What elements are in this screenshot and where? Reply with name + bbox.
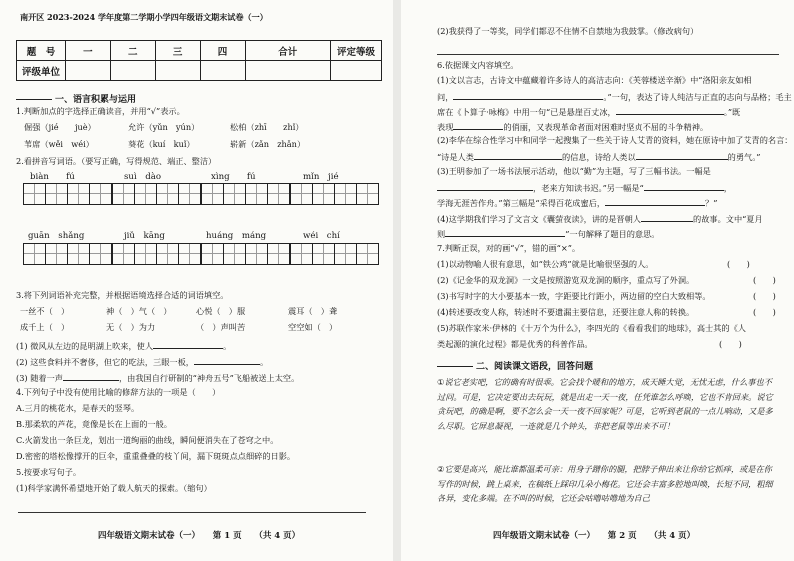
score-input-cell[interactable] [200, 61, 245, 81]
q7-item: (5)苏联作家米·伊林的《十万个为什么》，李四光的《看看我们的地球》，高士其的《人 [437, 323, 746, 333]
q6-text: 则 [437, 229, 446, 239]
q6-text: 表现 [437, 122, 454, 132]
q6-3-line-c [437, 196, 717, 209]
q3-sentence-1: (1) 微风从左边的昆明湖上吹来，使人 。 [16, 341, 232, 351]
q6-text: 问， [437, 92, 454, 102]
q6-text: “诗是人类 [437, 152, 474, 162]
q3-sentence-2: (2) 这些食料并不奢侈，但它的吃法，三眼一板， 。 [16, 357, 269, 367]
pinyin-label: suì dào [124, 172, 162, 182]
q1-option[interactable]: 倔强（jié juè） [24, 122, 96, 132]
reading-paragraph-2: ②它要是高兴，能比谁都温柔可亲：用身子蹭你的腿，把脖子伸出来让你给它抓痒，或是在你写作的时候，跳上桌来，在稿纸上踩印几朵小梅花。它还会丰富多腔地叫唤，长短不同，粗细各异，变化多端。在不叫的时候，它还会咕噜咕噜地为自己 [437, 464, 773, 504]
score-input-cell[interactable] [245, 61, 331, 81]
q6-text: 学海无涯苦作舟。”第三幅是“采得百花成蜜后， [437, 198, 606, 208]
q4-option-b[interactable]: B.那柔软的芦花，竟像是长在上面的一般。 [16, 419, 172, 429]
score-input-cell[interactable] [331, 61, 382, 81]
answer-blank[interactable] [636, 150, 728, 160]
q3-sentence-text: ，由我国自行研制的“神舟五号”飞船被送上太空。 [118, 373, 300, 383]
score-cell: 四 [200, 41, 245, 61]
answer-blank[interactable] [194, 355, 260, 365]
writing-grid[interactable] [290, 183, 379, 205]
score-cell: 评级单位 [17, 61, 66, 81]
question-3: 3.将下列词语补充完整，并根据语境选择合适的词语填空。 [16, 290, 229, 300]
q1-option[interactable]: 松柏（zhī zhǐ） [230, 122, 304, 132]
score-cell: 三 [155, 41, 200, 61]
section-1-heading [16, 92, 136, 105]
q6-text: ， [723, 183, 732, 193]
score-table-grade-row [17, 61, 382, 81]
q3-sentence-3 [16, 371, 299, 384]
q5-1: (1)科学家满怀希望地开始了载人航天的探索。（缩句） [16, 483, 212, 493]
q4-option-a[interactable]: A.三月的桃花水，是春天的竖琴。 [16, 403, 140, 413]
answer-blank[interactable] [445, 227, 565, 237]
q7-answer-paren[interactable]: ( ) [753, 291, 776, 301]
writing-grid[interactable] [201, 183, 290, 205]
q4-option-c[interactable]: C.火箭发出一条巨龙，划出一道绚丽的曲线，瞬间便消失在了苍穹之中。 [16, 435, 279, 445]
q3-idiom[interactable]: 一丝不（ ） [20, 306, 70, 316]
q6-text: 。”既 [723, 107, 741, 117]
question-1: 1.判断加点的字选择正确读音，并用“√”表示。 [16, 106, 185, 116]
q3-sentence-text: (3) 随着一声 [16, 373, 63, 383]
section-2-title: 二、阅读课文语段，回答问题 [476, 362, 594, 372]
exam-page-1 [0, 0, 393, 561]
pinyin-label: xìng fú [211, 172, 256, 182]
q7-answer-paren[interactable]: ( ) [753, 307, 776, 317]
q7-item: (2)《记金华的双龙洞》一文是按照游览双龙洞的顺序，重点写了外洞。 [437, 275, 695, 285]
q6-text: (4)这学期我们学习了文言文《囊萤夜读》，讲的是晋朝人 [437, 214, 641, 224]
score-input-cell[interactable] [155, 61, 200, 81]
pinyin-label: jiǔ kāng [124, 231, 165, 241]
pinyin-label: mǐn jié [303, 172, 339, 182]
q5-2: (2)我获得了一等奖，同学们都忍不住情不自禁地为我鼓掌。（修改病句） [437, 26, 699, 36]
score-cell: 评定等级 [331, 41, 382, 61]
pinyin-label: guān shǎng [28, 231, 85, 241]
q6-2-line-a: (2)李华在综合性学习中和同学一起搜集了一些关于诗人艾青的资料，她在原诗中加了艾青的名言： [437, 135, 793, 145]
answer-blank[interactable] [605, 196, 705, 206]
writing-grid[interactable] [23, 183, 112, 205]
q1-option[interactable]: 崭新（zǎn zhǎn） [230, 139, 306, 149]
q6-2-line-b [437, 150, 760, 163]
page-2-footer: 四年级语文期末试卷（一） 第 2 页 （共 4 页） [493, 531, 696, 541]
question-4: 4.下列句子中没有使用比喻的修辞方法的一项是（ ） [16, 387, 221, 397]
q6-text: 的俏丽，又表现革命者面对困难时坚贞不屈的斗争精神。 [503, 122, 709, 132]
writing-grid[interactable] [112, 243, 201, 265]
q6-1-line-b [437, 90, 792, 103]
answer-blank[interactable] [644, 181, 724, 191]
q3-idiom[interactable]: （ ）声叫苦 [196, 322, 246, 332]
q3-idiom[interactable]: 心悦（ ）服 [196, 306, 246, 316]
writing-grid[interactable] [112, 183, 201, 205]
q3-idiom[interactable]: 神（ ）气（ ） [106, 306, 172, 316]
q6-4-line-a [437, 212, 763, 225]
score-cell: 题 号 [17, 41, 66, 61]
q7-item-continuation: 类起源的演化过程》都是优秀的科普作品。 [437, 339, 593, 349]
score-cell: 一 [66, 41, 111, 61]
score-cell: 二 [110, 41, 155, 61]
answer-line[interactable] [18, 512, 366, 513]
q7-answer-paren[interactable]: ( ) [753, 275, 776, 285]
q4-option-d[interactable]: D.密密的塔松像撑开的巨伞，重重叠叠的枝丫间，漏下斑斑点点细碎的日影。 [16, 451, 296, 461]
q7-answer-paren[interactable]: ( ) [727, 259, 750, 269]
q6-3-line-b [437, 181, 732, 194]
pinyin-label: huáng máng [206, 231, 267, 241]
q7-item: (3)书写时字的大小要基本一致，字距要比行距小，两边留的空白大致相等。 [437, 291, 711, 301]
score-table [16, 40, 382, 81]
q3-idiom[interactable]: 震耳（ ）聋 [288, 306, 338, 316]
q1-option[interactable]: 允许（yǔn yún） [128, 122, 200, 132]
question-5: 5.按要求写句子。 [16, 467, 82, 477]
q7-answer-paren[interactable]: ( ) [719, 339, 742, 349]
q1-option[interactable]: 葵花（kuí kuǐ） [128, 139, 195, 149]
q6-4-line-b [437, 227, 659, 240]
writing-grid[interactable] [23, 243, 112, 265]
q3-idiom[interactable]: 成千上（ ） [20, 322, 70, 332]
q3-sentence-text: (1) 微风从左边的昆明湖上吹来，使人 [16, 341, 154, 351]
answer-blank[interactable] [437, 181, 533, 191]
question-7: 7.判断正误，对的画“√”，错的画“×”。 [437, 243, 581, 253]
exam-title: 南开区 2023-2024 学年度第二学期小学四年级语文期末试卷（一） [20, 12, 268, 22]
q6-1-line-d [437, 120, 708, 133]
q6-text: ？” [705, 198, 718, 208]
score-input-cell[interactable] [66, 61, 111, 81]
q3-sentence-text: (2) 这些食料并不奢侈，但它的吃法，三眼一板， [16, 357, 194, 367]
answer-blank[interactable] [616, 105, 724, 115]
answer-line[interactable] [437, 54, 779, 55]
answer-blank[interactable] [474, 150, 562, 160]
question-6: 6.依据课文内容填空。 [437, 60, 519, 70]
q6-text: 的信息，诗给人类以 [561, 152, 636, 162]
answer-blank[interactable] [453, 120, 503, 130]
q7-item: (4)转述要改变人称，转述时不要遗漏主要信息，还要注意人称的转换。 [437, 307, 695, 317]
section-2-heading [437, 359, 593, 372]
page-1-footer: 四年级语文期末试卷（一） 第 1 页 （共 4 页） [98, 531, 301, 541]
q6-text: ，老来方知读书迟。”另一幅是“ [533, 183, 644, 193]
q6-text: ”一句解释了题目的意思。 [565, 229, 660, 239]
pinyin-label: biàn fú [30, 172, 75, 182]
q6-text: 的勇气。” [727, 152, 761, 162]
answer-blank[interactable] [63, 371, 119, 381]
score-input-cell[interactable] [110, 61, 155, 81]
q6-3-line-a: (3)王明参加了一场书法展示活动，他以“勤”为主题，写了三幅书法。一幅是 [437, 166, 711, 176]
score-cell: 合计 [245, 41, 331, 61]
score-table-header-row [17, 41, 382, 61]
writing-grid[interactable] [201, 243, 290, 265]
q3-idiom[interactable]: 无（ ）为力 [106, 322, 156, 332]
q7-item: (1)以动物喻人很有意思，如“铁公鸡”就是比喻很坚强的人。 [437, 259, 654, 269]
answer-blank[interactable] [153, 339, 223, 349]
question-2: 2.看拼音写词语。（要写正确，写得规范、端正、整洁） [16, 156, 217, 166]
exam-page-2 [401, 0, 794, 561]
q6-text: 的故事。文中“夏月 [693, 214, 763, 224]
q6-text: 。”一句，表达了诗人纯洁与正直的志向与品格；毛主 [603, 92, 792, 102]
q6-1-line-c [437, 105, 740, 118]
q3-idiom[interactable]: 空空如（ ） [288, 322, 338, 332]
section-1-title: 一、语言积累与运用 [55, 95, 137, 105]
answer-blank[interactable] [453, 90, 603, 100]
pinyin-label: wéi chí [303, 231, 340, 241]
q1-option[interactable]: 苇席（wěi wéi） [24, 139, 94, 149]
q6-text: 席在《卜算子·咏梅》中用一句“已是悬崖百丈冰， [437, 107, 616, 117]
reading-paragraph-1: ①说它老实吧，它的确有时很乖。它会找个暖和的地方，成天睡大觉，无忧无虑，什么事也不过问。可是，它决定要出去玩玩，就是出走一天一夜，任凭谁怎么呼唤，它也不肯回来。说它贪玩吧，的确是啊，要不怎么会一天一夜不回家呢？可是，它听到老鼠的一点儿响动，又是多么尽职。它屏息凝视，一连就是几个钟头，非把老鼠等出来不可！ [437, 377, 773, 431]
answer-blank[interactable] [641, 212, 693, 222]
writing-grid[interactable] [290, 243, 379, 265]
q6-1-line-a: (1)文以言志，古诗文中蕴藏着许多诗人的高洁志向：《芙蓉楼送辛渐》中“洛阳亲友如相 [437, 75, 752, 85]
